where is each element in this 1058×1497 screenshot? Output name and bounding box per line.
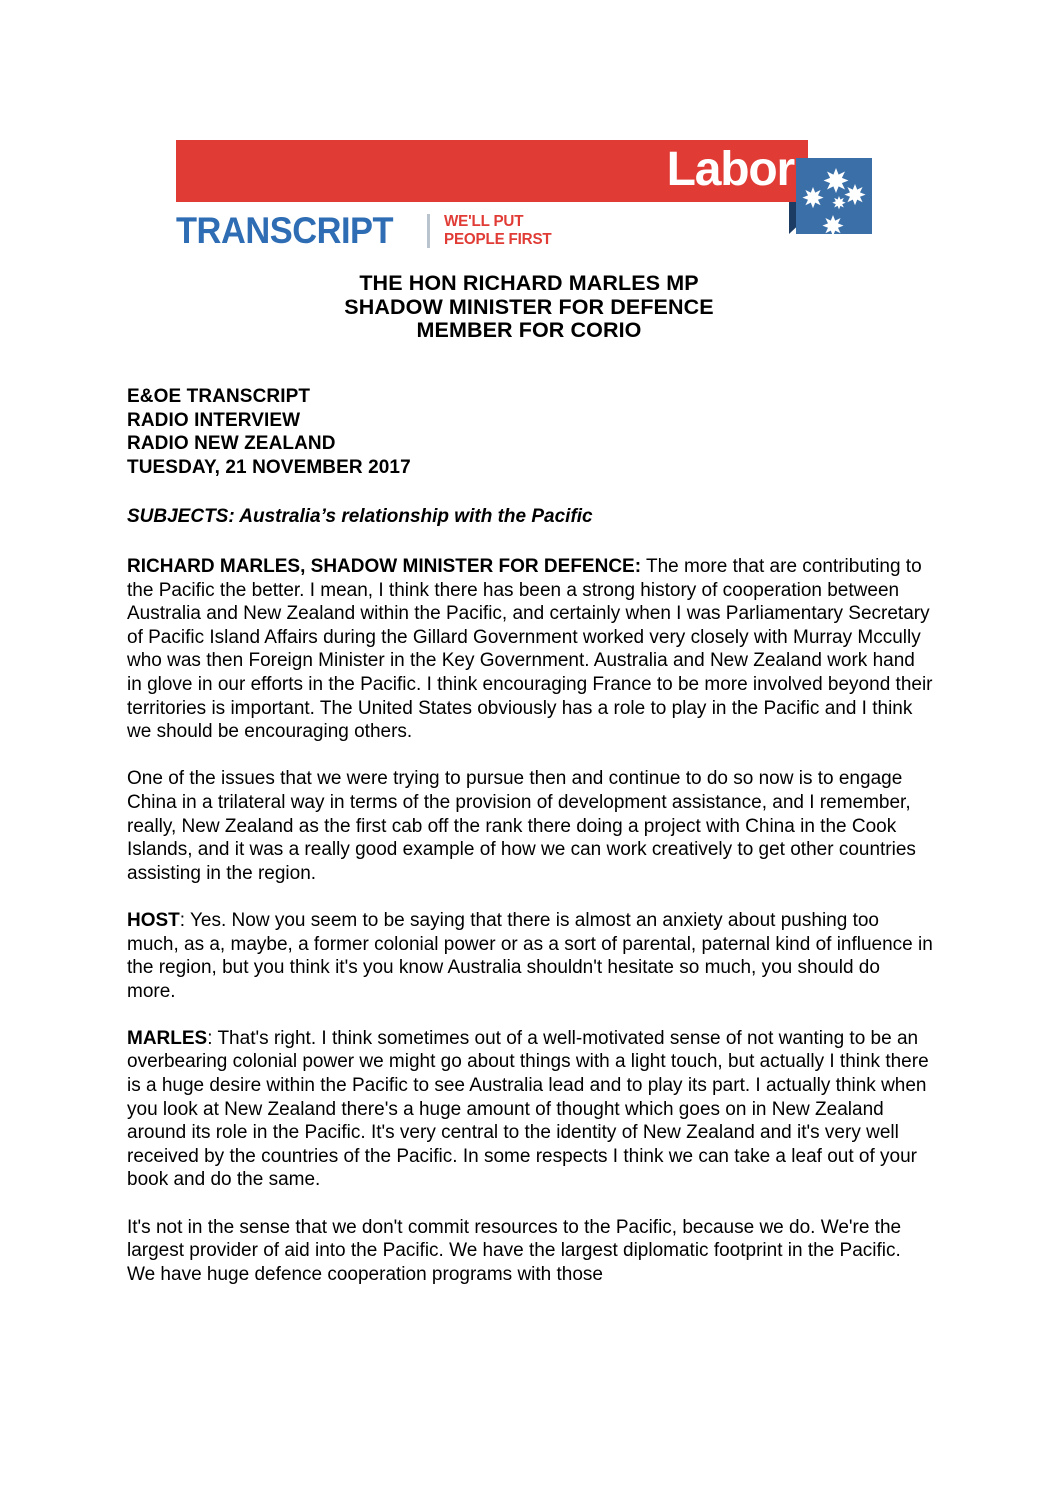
transcript-paragraph xyxy=(127,555,933,744)
speaker-text: : That's right. I think sometimes out of a well-motivated sense of not wanting to be an overbearing colonial power we might go about things with a light touch, but actually I think there is a huge desire within the Pacific to see Australia lead and to play its part. I actually think when you look at New Zealand there's a huge amount of thought which goes on in New Zealand around its role in the Pacific. It's very central to the identity of New Zealand and it's very well received by the countries of the Pacific. In some respects I think we can take a leaf out of your book and do the same. xyxy=(127,1027,929,1191)
transcript-paragraph xyxy=(127,1216,933,1287)
subjects-line: SUBJECTS: Australia’s relationship with the Pacific xyxy=(127,506,593,527)
southern-cross-stars-icon xyxy=(796,158,872,234)
speaker-label: HOST xyxy=(127,909,180,931)
labor-wordmark: Labor xyxy=(666,143,794,197)
tagline xyxy=(444,213,552,249)
transcript-paragraph xyxy=(127,767,933,885)
document-metadata xyxy=(127,385,411,479)
title-line-1: THE HON RICHARD MARLES MP xyxy=(359,271,699,295)
speaker-text: : Yes. Now you seem to be saying that there is almost an anxiety about pushing too much, as a, maybe, a former colonial power or as a sort of parental, paternal kind of influence in the region, but you think it's you know Australia shouldn't hesitate so much, you should do more. xyxy=(127,909,933,1002)
transcript-paragraph xyxy=(127,1027,933,1192)
speaker-label: RICHARD MARLES, SHADOW MINISTER FOR DEFENCE: xyxy=(127,556,642,577)
tagline-line-1: WE'LL PUT xyxy=(444,212,524,230)
transcript-body xyxy=(127,555,933,1286)
meta-date: TUESDAY, 21 NOVEMBER 2017 xyxy=(127,456,411,478)
southern-cross-flag-icon xyxy=(796,158,872,234)
meta-transcript-type: E&OE TRANSCRIPT xyxy=(127,386,311,407)
tagline-line-2: PEOPLE FIRST xyxy=(444,230,552,248)
transcript-wordmark: TRANSCRIPT xyxy=(176,210,394,251)
speaker-text: One of the issues that we were trying to pursue then and continue to do so now is to engage China in a trilateral way in terms of the provision of development assistance, and I remember, really, New Zealand as the first cab off the rank there doing a project with China in the Cook Islands, and it was a really good example of how we can work creatively to get other countries assisting in the region. xyxy=(127,768,916,884)
meta-format: RADIO INTERVIEW xyxy=(127,409,301,431)
speaker-text: It's not in the sense that we don't commit resources to the Pacific, because we do. We're the largest provider of aid into the Pacific. We have the largest diplomatic footprint in the Pacific. We have huge defence cooperation programs with those xyxy=(127,1216,902,1285)
speaker-text: The more that are contributing to the Pacific the better. I mean, I think there has been a strong history of cooperation between Australia and New Zealand within the Pacific, and certainly when I was Parliamentary Secretary of Pacific Island Affairs during the Gillard Government worked very closely with Murray Mccully who was then Foreign Minister in the Key Government. Australia and New Zealand work hand in glove in our efforts in the Pacific. I think encouraging France to be more involved beyond their territories is important. The United States obviously has a role to play in the Pacific and I think we should be encouraging others. xyxy=(127,556,933,743)
red-banner xyxy=(176,140,808,202)
letterhead xyxy=(176,140,876,255)
wordmark-divider xyxy=(427,214,430,248)
transcript-paragraph xyxy=(127,909,933,1003)
meta-outlet: RADIO NEW ZEALAND xyxy=(127,433,336,454)
transcript-wordmark-row xyxy=(176,212,558,249)
title-line-3: MEMBER FOR CORIO xyxy=(416,318,642,342)
page-title xyxy=(0,272,1058,343)
speaker-label: MARLES xyxy=(127,1027,208,1049)
title-line-2: SHADOW MINISTER FOR DEFENCE xyxy=(344,294,714,319)
